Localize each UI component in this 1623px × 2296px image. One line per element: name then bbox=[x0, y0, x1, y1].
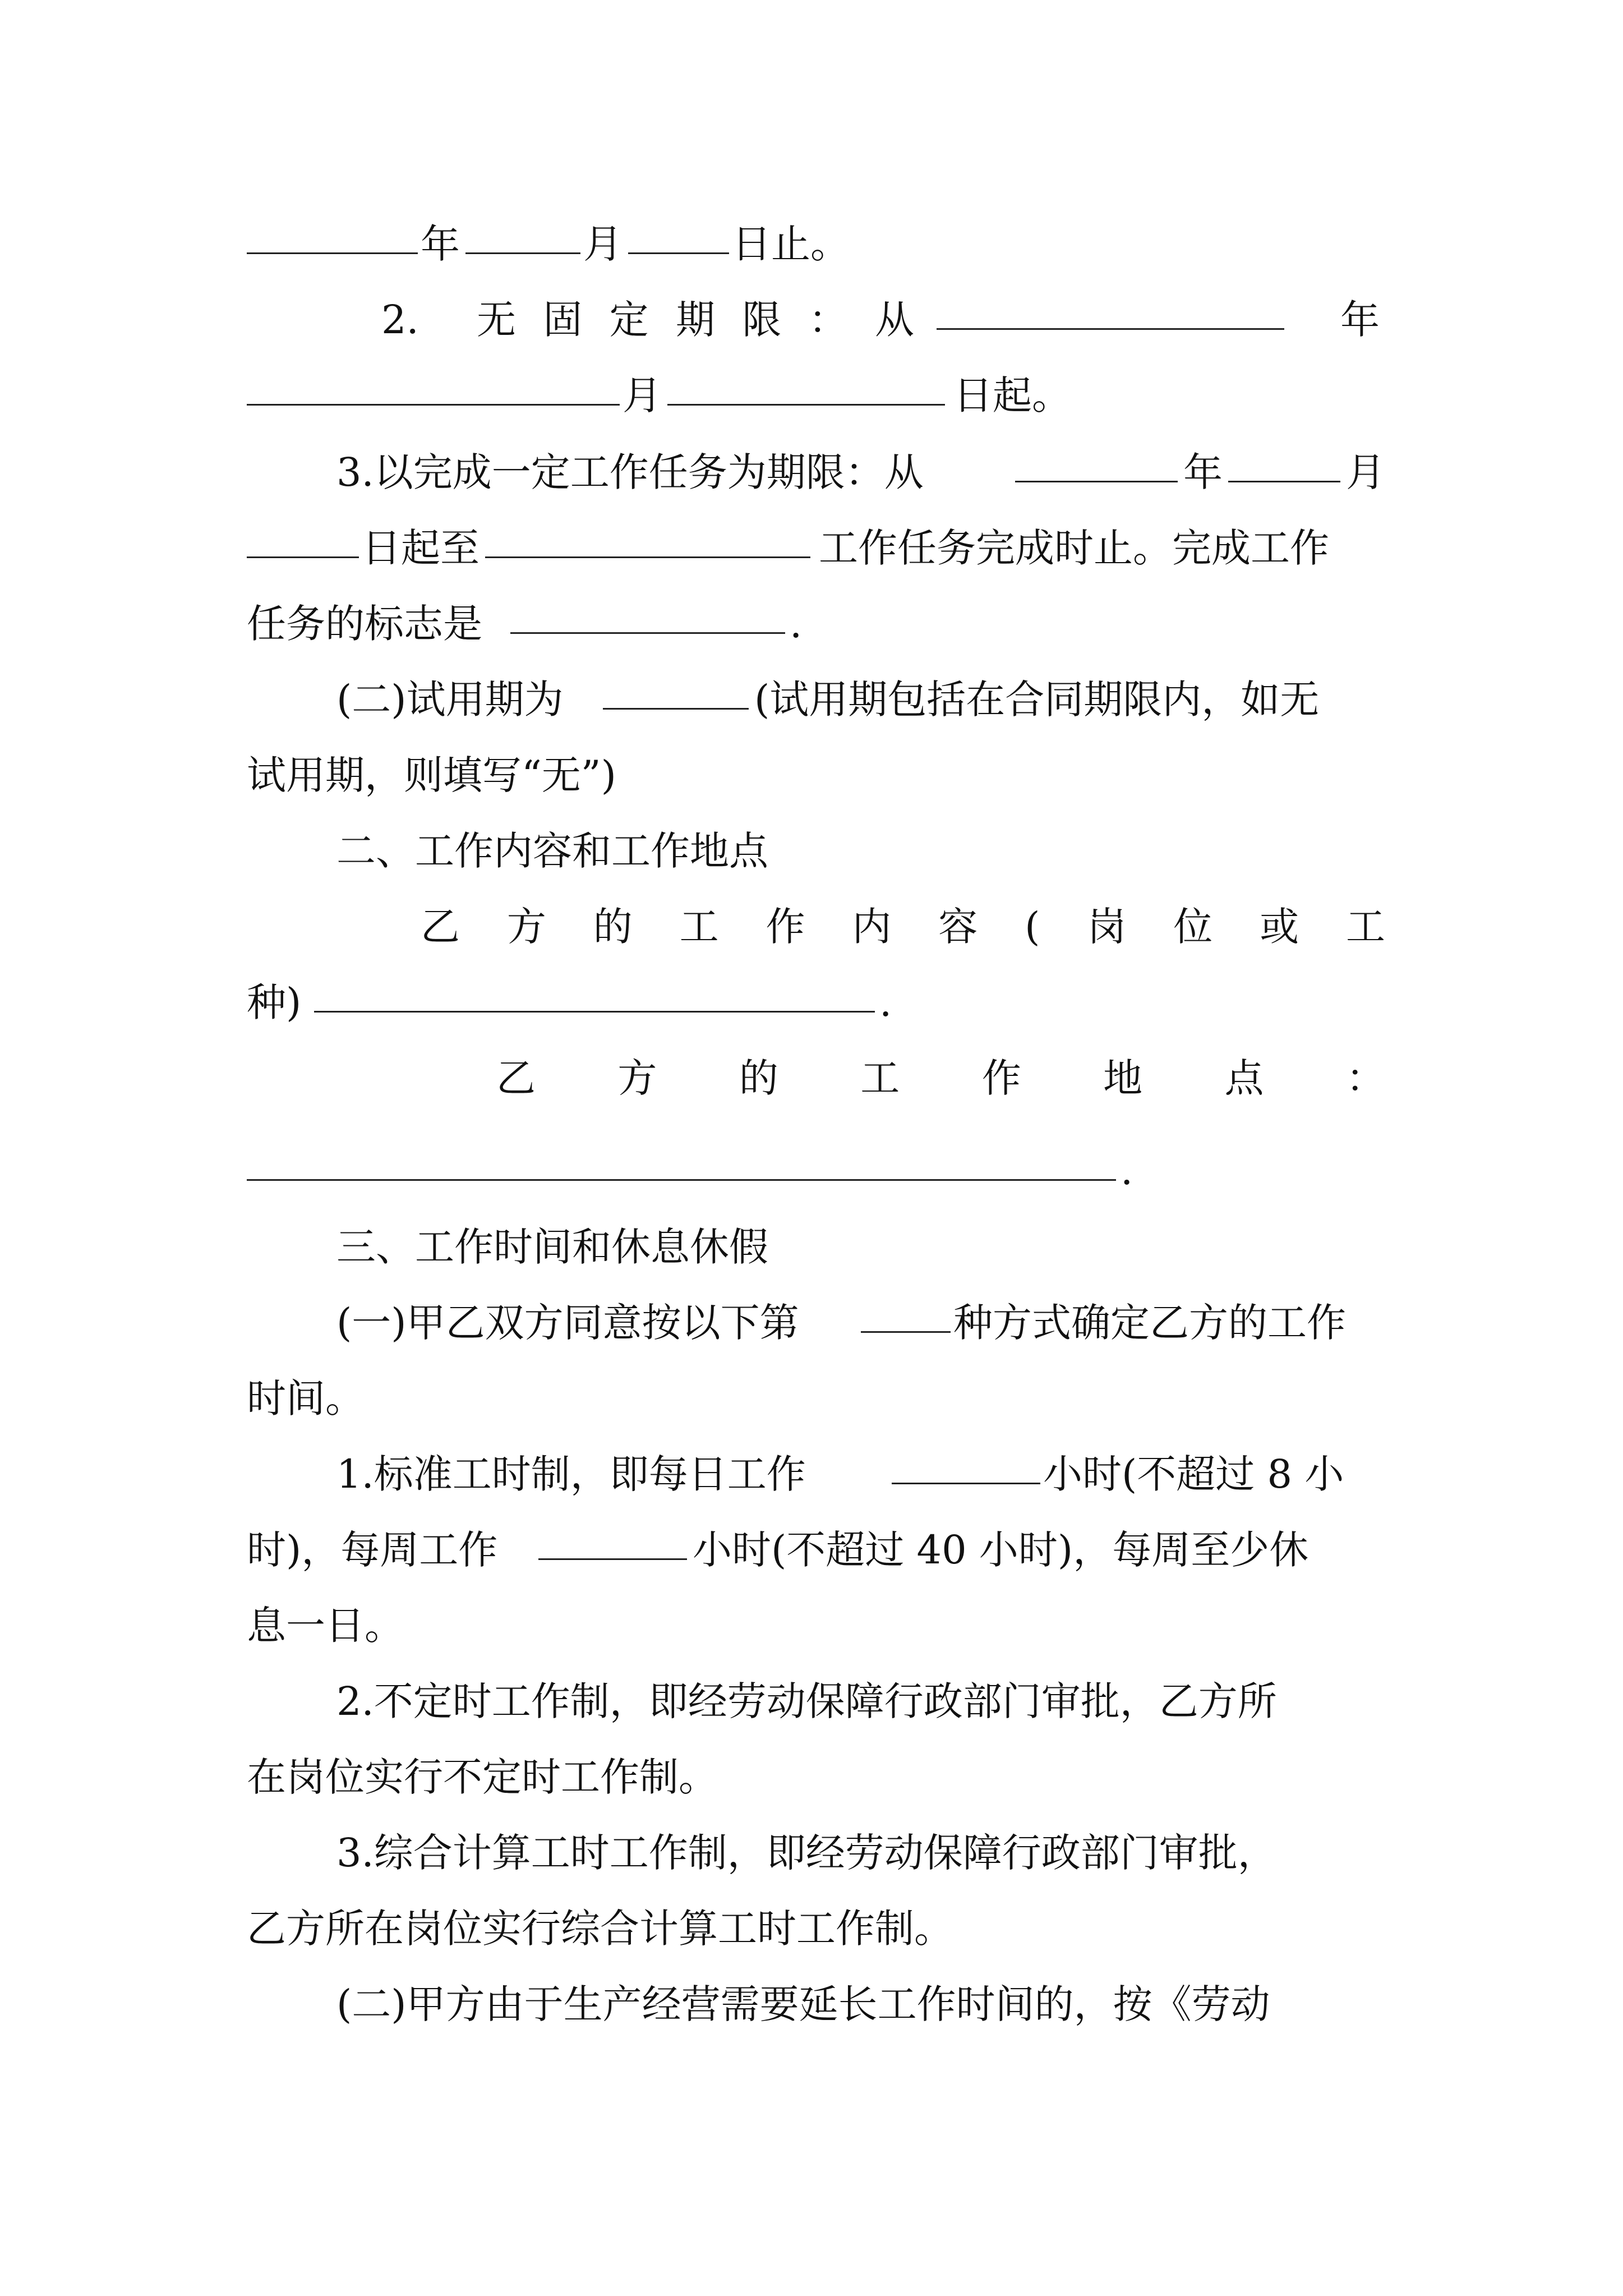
month-blank[interactable] bbox=[1228, 441, 1340, 482]
section-two-title: 二、工作内容和工作地点 bbox=[336, 828, 768, 874]
year-label: 年 bbox=[1340, 297, 1380, 343]
year-blank[interactable] bbox=[937, 289, 1284, 330]
weekly-hours-note: 小时(不超过 40 小时)，每周至少休 bbox=[693, 1527, 1309, 1573]
work-content-line bbox=[0, 896, 1623, 958]
open-term-label: 无 固 定 期 限 ： 从 bbox=[477, 297, 914, 343]
section-two-heading bbox=[0, 820, 1623, 882]
text-line: 2.不定时工作制，即经劳动保障行政部门审批，乙方所 bbox=[336, 1678, 1277, 1724]
probation-line bbox=[0, 669, 1623, 730]
task-mark-blank[interactable] bbox=[510, 593, 785, 634]
daily-hours-note: 小时(不超过 8 小 bbox=[1043, 1451, 1344, 1497]
text-line: 乙方所在岗位实行综合计算工时工作制。 bbox=[247, 1906, 953, 1952]
task-term-label: 3.以完成一定工作任务为期限：从 bbox=[336, 449, 924, 495]
year-label: 年 bbox=[1183, 449, 1223, 495]
open-term-line bbox=[0, 289, 1623, 351]
day-blank[interactable] bbox=[628, 213, 729, 254]
month-blank[interactable] bbox=[465, 213, 580, 254]
month-label: 月 bbox=[623, 372, 662, 418]
task-mark-line bbox=[0, 593, 1623, 655]
method-choice-blank[interactable] bbox=[861, 1292, 951, 1333]
work-time-method-line bbox=[0, 1292, 1623, 1354]
probation-blank[interactable] bbox=[603, 669, 749, 710]
text-line: 在岗位实行不定时工作制。 bbox=[247, 1754, 718, 1800]
text-line: 时间。 bbox=[247, 1375, 365, 1421]
task-end-blank[interactable] bbox=[485, 517, 810, 558]
text-line: 3.综合计算工时工作制，即经劳动保障行政部门审批， bbox=[336, 1830, 1277, 1876]
period: . bbox=[879, 979, 892, 1025]
section-three-title: 三、工作时间和休息休假 bbox=[336, 1224, 768, 1270]
work-location-label: 乙 方 的 工 作 地 点 ： bbox=[496, 1055, 1385, 1101]
daily-hours-blank[interactable] bbox=[892, 1443, 1040, 1484]
year-blank[interactable] bbox=[1015, 441, 1178, 482]
end-label: 日止。 bbox=[732, 221, 850, 267]
weekly-hours-blank[interactable] bbox=[538, 1519, 687, 1560]
work-content-blank[interactable] bbox=[314, 972, 875, 1013]
item-number: 2. bbox=[381, 297, 419, 343]
work-location-blank[interactable] bbox=[247, 1140, 1116, 1181]
year-label: 年 bbox=[421, 221, 460, 267]
task-term-line bbox=[0, 441, 1623, 503]
term-end-line bbox=[0, 213, 1623, 275]
work-time-method-cont: 种方式确定乙方的工作 bbox=[953, 1300, 1346, 1346]
work-location-fill-line bbox=[0, 1140, 1623, 1202]
task-term-end-line bbox=[0, 517, 1623, 579]
work-content-fill-line bbox=[0, 972, 1623, 1033]
open-term-start-line bbox=[0, 365, 1623, 426]
weekly-hours-label: 时)，每周工作 bbox=[247, 1527, 498, 1573]
month-label: 月 bbox=[1346, 449, 1385, 495]
work-time-method-label: (一)甲乙双方同意按以下第 bbox=[336, 1300, 799, 1346]
start-label: 日起。 bbox=[953, 372, 1071, 418]
month-blank[interactable] bbox=[247, 365, 620, 406]
day-blank[interactable] bbox=[247, 517, 359, 558]
probation-note-line bbox=[0, 744, 1623, 806]
text-line: (二)甲方由于生产经营需要延长工作时间的，按《劳动 bbox=[336, 1981, 1270, 2027]
work-type-label: 种) bbox=[247, 979, 302, 1025]
month-label: 月 bbox=[583, 221, 623, 267]
text-line: 息一日。 bbox=[247, 1603, 404, 1649]
section-three-heading bbox=[0, 1216, 1623, 1278]
work-location-line bbox=[0, 1047, 1623, 1109]
probation-note-cont: 试用期，则填写“无”) bbox=[247, 752, 616, 798]
period: . bbox=[1121, 1148, 1133, 1194]
probation-label: (二)试用期为 bbox=[336, 677, 564, 723]
task-end-label: 工作任务完成时止。完成工作 bbox=[819, 525, 1329, 571]
weekly-hours-line bbox=[0, 1519, 1623, 1581]
task-mark-label: 任务的标志是 bbox=[247, 601, 482, 647]
year-blank[interactable] bbox=[247, 213, 418, 254]
period: . bbox=[790, 601, 803, 647]
start-to-label: 日起至 bbox=[362, 525, 479, 571]
standard-hours-line bbox=[0, 1443, 1623, 1505]
probation-note: (试用期包括在合同期限内，如无 bbox=[754, 677, 1320, 723]
work-content-label: 乙 方 的 工 作 内 容 ( 岗 位 或 工 bbox=[421, 904, 1385, 950]
day-blank[interactable] bbox=[667, 365, 945, 406]
standard-hours-label: 1.标准工时制，即每日工作 bbox=[336, 1451, 806, 1497]
